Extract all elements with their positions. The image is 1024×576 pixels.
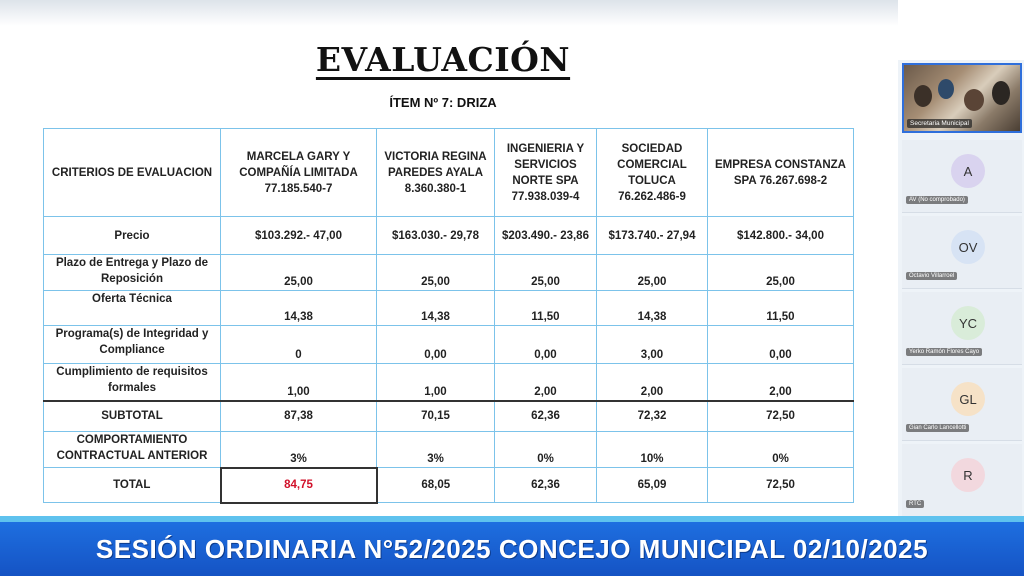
video-person-shape [992,81,1010,105]
subtotal-value: 87,38 [221,401,377,432]
criteria-cell: Oferta Técnica [44,291,221,326]
behavior-value: 0% [708,432,854,468]
criteria-cell: Plazo de Entrega y Plazo de Reposición [44,255,221,291]
header-criteria: CRITERIOS DE EVALUACION [44,129,221,217]
value-cell: 25,00 [377,255,495,291]
value-cell: 14,38 [221,291,377,326]
subtotal-value: 70,15 [377,401,495,432]
header-bidder: INGENIERIA Y SERVICIOS NORTE SPA 77.938.039-4 [495,129,597,217]
subtotal-label: SUBTOTAL [44,401,221,432]
video-person-shape [914,85,932,107]
participant-tile[interactable] [902,216,1022,289]
avatar: OV [951,230,985,264]
total-row [44,468,854,503]
value-cell: $173.740.- 27,94 [597,217,708,255]
total-value: 62,36 [495,468,597,503]
banner-text: SESIÓN ORDINARIA N°52/2025 CONCEJO MUNICIPAL 02/10/2025 [95,533,929,564]
value-cell: 11,50 [495,291,597,326]
participants-panel [898,60,1024,520]
value-cell: $142.800.- 34,00 [708,217,854,255]
total-value: 65,09 [597,468,708,503]
behavior-label: COMPORTAMIENTO CONTRACTUAL ANTERIOR [44,432,221,468]
value-cell: 1,00 [221,364,377,401]
value-cell: 1,00 [377,364,495,401]
value-cell: 0,00 [708,326,854,364]
subtotal-row [44,401,854,432]
avatar: R [951,458,985,492]
avatar: GL [951,382,985,416]
session-banner [0,522,1024,576]
behavior-value: 10% [597,432,708,468]
behavior-value: 3% [221,432,377,468]
table-row [44,364,854,401]
value-cell: 25,00 [597,255,708,291]
slide-top-shade [0,0,898,26]
participant-name: AV (No comprobado) [906,196,968,204]
video-person-shape [964,89,984,111]
table-header-row [44,129,854,217]
criteria-cell: Programa(s) de Integridad y Compliance [44,326,221,364]
total-value-highlighted: 84,75 [221,468,377,503]
header-bidder: MARCELA GARY Y COMPAÑÍA LIMITADA 77.185.540-7 [221,129,377,217]
subtotal-value: 72,50 [708,401,854,432]
subtotal-value: 72,32 [597,401,708,432]
value-cell: 2,00 [708,364,854,401]
value-cell: 11,50 [708,291,854,326]
participant-tile[interactable] [902,444,1022,517]
behavior-value: 3% [377,432,495,468]
header-bidder: SOCIEDAD COMERCIAL TOLUCA 76.262.486-9 [597,129,708,217]
value-cell: 2,00 [495,364,597,401]
subtotal-value: 62,36 [495,401,597,432]
criteria-cell: Precio [44,217,221,255]
behavior-value: 0% [495,432,597,468]
value-cell: 14,38 [377,291,495,326]
slide-subtitle: ÍTEM Nº 7: DRIZA [389,95,497,110]
participant-name: Gian Carlo Lancellotti [906,424,969,432]
participant-tile[interactable] [902,292,1022,365]
participant-tile[interactable] [902,368,1022,441]
header-bidder: EMPRESA CONSTANZA SPA 76.267.698-2 [708,129,854,217]
value-cell: 14,38 [597,291,708,326]
participant-name: Yerko Ramón Flores Cayo [906,348,982,356]
value-cell: 25,00 [495,255,597,291]
video-tile-secretaria[interactable] [902,63,1022,133]
table-row [44,255,854,291]
value-cell: 3,00 [597,326,708,364]
participant-name: RTC [906,500,924,508]
video-tile-label: Secretaria Municipal [907,119,972,128]
value-cell: $103.292.- 47,00 [221,217,377,255]
total-label: TOTAL [44,468,221,503]
value-cell: 0,00 [377,326,495,364]
criteria-cell: Cumplimiento de requisitos formales [44,364,221,401]
participant-name: Octavio Villarroel [906,272,957,280]
avatar: A [951,154,985,188]
total-value: 72,50 [708,468,854,503]
value-cell: 2,00 [597,364,708,401]
value-cell: 25,00 [221,255,377,291]
total-value: 68,05 [377,468,495,503]
value-cell: $163.030.- 29,78 [377,217,495,255]
avatar: YC [951,306,985,340]
value-cell: 25,00 [708,255,854,291]
slide-title: EVALUACIÓN [315,40,571,79]
value-cell: 0,00 [495,326,597,364]
video-person-shape [938,79,954,99]
value-cell: 0 [221,326,377,364]
header-bidder: VICTORIA REGINA PAREDES AYALA 8.360.380-1 [377,129,495,217]
value-cell: $203.490.- 23,86 [495,217,597,255]
evaluation-table [43,128,854,504]
behavior-row [44,432,854,468]
participant-tile[interactable] [902,140,1022,213]
table-row [44,326,854,364]
table-row [44,217,854,255]
table-row [44,291,854,326]
